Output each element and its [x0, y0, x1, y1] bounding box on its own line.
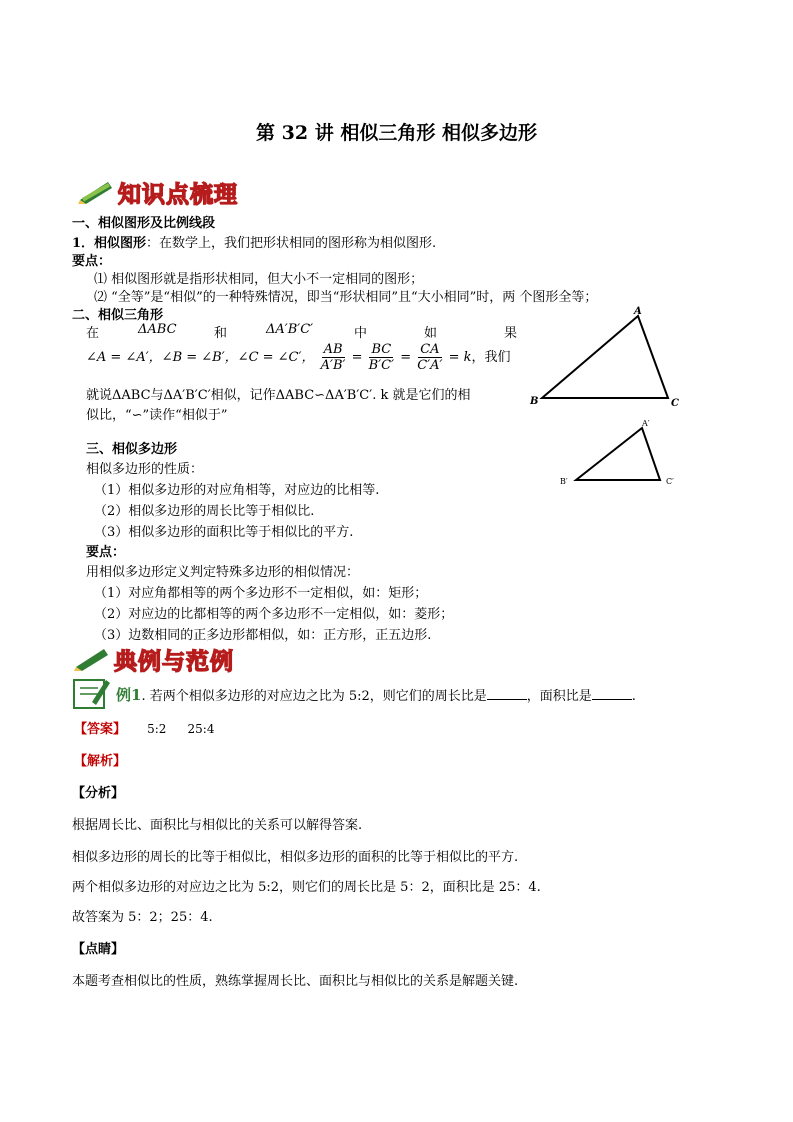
fraction-ca — [415, 342, 444, 373]
example-label: 例 — [116, 686, 132, 704]
fenxi-tag: 【分析】 — [72, 786, 125, 801]
vertex-label-c-prime: C′ — [666, 477, 674, 486]
word-and: 和 — [214, 326, 228, 341]
definition-line — [72, 232, 436, 251]
summary-line: 本题考查相似比的性质，熟练掌握周长比、面积比与相似比的关系是解题关键. — [72, 974, 519, 989]
word-middle: 中 — [354, 326, 368, 341]
question-mid: ，面积比是 — [526, 689, 592, 704]
vertex-label-c: C — [671, 398, 679, 409]
banner-text: 知识点梳理 — [118, 182, 238, 208]
question-end: . — [631, 689, 636, 704]
judging-intro: 用相似多边形定义判定特殊多边形的相似情况： — [86, 565, 360, 580]
notebook-pencil-icon — [72, 676, 112, 710]
key-points-label: 要点： — [72, 254, 112, 269]
word-in: 在 — [86, 326, 100, 341]
definition-text: ：在数学上，我们把形状相同的图形称为相似图形. — [146, 236, 437, 251]
section-banner-examples — [74, 641, 264, 675]
judging-item: （3）边数相同的正多边形都相似，如：正方形，正五边形. — [94, 628, 432, 643]
answer-tag: 【答案】 — [74, 722, 127, 737]
fraction-ab — [319, 342, 348, 373]
banner-text: 典例与范例 — [114, 649, 234, 675]
equals: = — [400, 350, 412, 365]
frac-num: CA — [420, 342, 440, 357]
similarity-notation: 就说ΔABC与ΔA′B′C′相似，记作ΔABC∽ΔA′B′C′. k 就是它们的相 — [86, 388, 471, 403]
frac-den: B′C′ — [368, 358, 395, 373]
question-text: . 若两个相似多边形的对应边之比为 5:2，则它们的周长比是 — [141, 689, 487, 704]
vertex-label-b-prime: B′ — [560, 477, 568, 486]
triangle-abc: ΔABC — [138, 322, 177, 337]
definition-label: 1．相似图形 — [72, 236, 147, 251]
section-heading-2: 二、相似三角形 — [72, 308, 164, 323]
solution-line-3: 两个相似多边形的对应边之比为 5:2，则它们的周长比是 5：2，面积比是 25：4. — [72, 880, 541, 895]
key-points-label-2: 要点： — [86, 545, 126, 560]
frac-num: AB — [323, 342, 343, 357]
properties-intro: 相似多边形的性质： — [86, 462, 204, 477]
point-2: ⑵ “全等”是“相似”的一种特殊情况，即当“形状相同”且“大小相同”时，两 个图形全等； — [94, 290, 598, 305]
dianjing-tag: 【点睛】 — [72, 942, 125, 957]
vertex-label-b: B — [530, 396, 539, 407]
analysis-tag: 【解析】 — [74, 754, 127, 769]
similarity-condition — [86, 342, 511, 374]
vertex-label-a: A — [634, 306, 642, 317]
answer-value-1: 5:2 — [147, 722, 167, 736]
point-1: ⑴ 相似图形就是指形状相同，但大小不一定相同的图形； — [94, 272, 424, 287]
section-heading-3: 三、相似多边形 — [86, 442, 178, 457]
judging-item: （2）对应边的比都相等的两个多边形不一定相似，如：菱形； — [94, 607, 454, 622]
answer-value-2: 25:4 — [187, 722, 215, 736]
frac-num: BC — [371, 342, 392, 357]
triangle-abc-figure — [526, 304, 686, 412]
solution-line-4: 故答案为 5：2；25：4. — [72, 910, 213, 925]
judging-item: （1）对应角都相等的两个多边形不一定相似，如：矩形； — [94, 586, 428, 601]
vertex-label-a-prime: A′ — [642, 419, 650, 428]
section-banner-knowledge — [78, 174, 258, 208]
property-item: （1）相似多边形的对应角相等，对应边的比相等. — [94, 483, 380, 498]
equals-k: = k — [448, 350, 472, 365]
pencil-icon — [74, 645, 110, 671]
triangle-abc-prime-figure — [556, 416, 686, 492]
solution-line-2: 相似多边形的周长的比等于相似比，相似多边形的面积的比等于相似比的平方. — [72, 850, 519, 865]
triangle-abc-prime: ΔA′B′C′ — [266, 322, 314, 337]
frac-den: A′B′ — [320, 358, 346, 373]
equals: = — [351, 350, 363, 365]
pencil-icon — [78, 178, 114, 204]
answer-blank-2 — [592, 687, 632, 700]
property-item: （2）相似多边形的周长比等于相似比. — [94, 504, 315, 519]
answer-line — [74, 718, 214, 737]
angle-equalities: ∠A = ∠A′，∠B = ∠B′，∠C = ∠C′， — [86, 350, 315, 365]
page-title: 第 32 讲 相似三角形 相似多边形 — [256, 122, 537, 144]
section-heading-1: 一、相似图形及比例线段 — [72, 216, 216, 231]
word-guo: 果 — [504, 326, 518, 341]
example-question — [116, 684, 636, 705]
fraction-bc — [367, 342, 396, 373]
example-number: 1 — [131, 686, 142, 704]
similarity-ratio-def: 似比，“∽”读作“相似于” — [86, 408, 228, 423]
property-item: （3）相似多边形的面积比等于相似比的平方. — [94, 525, 354, 540]
answer-blank-1 — [487, 687, 527, 700]
word-ru: 如 — [424, 326, 438, 341]
tail-text: ，我们 — [471, 350, 511, 365]
solution-line-1: 根据周长比、面积比与相似比的关系可以解得答案. — [72, 818, 363, 833]
frac-den: C′A′ — [417, 358, 443, 373]
